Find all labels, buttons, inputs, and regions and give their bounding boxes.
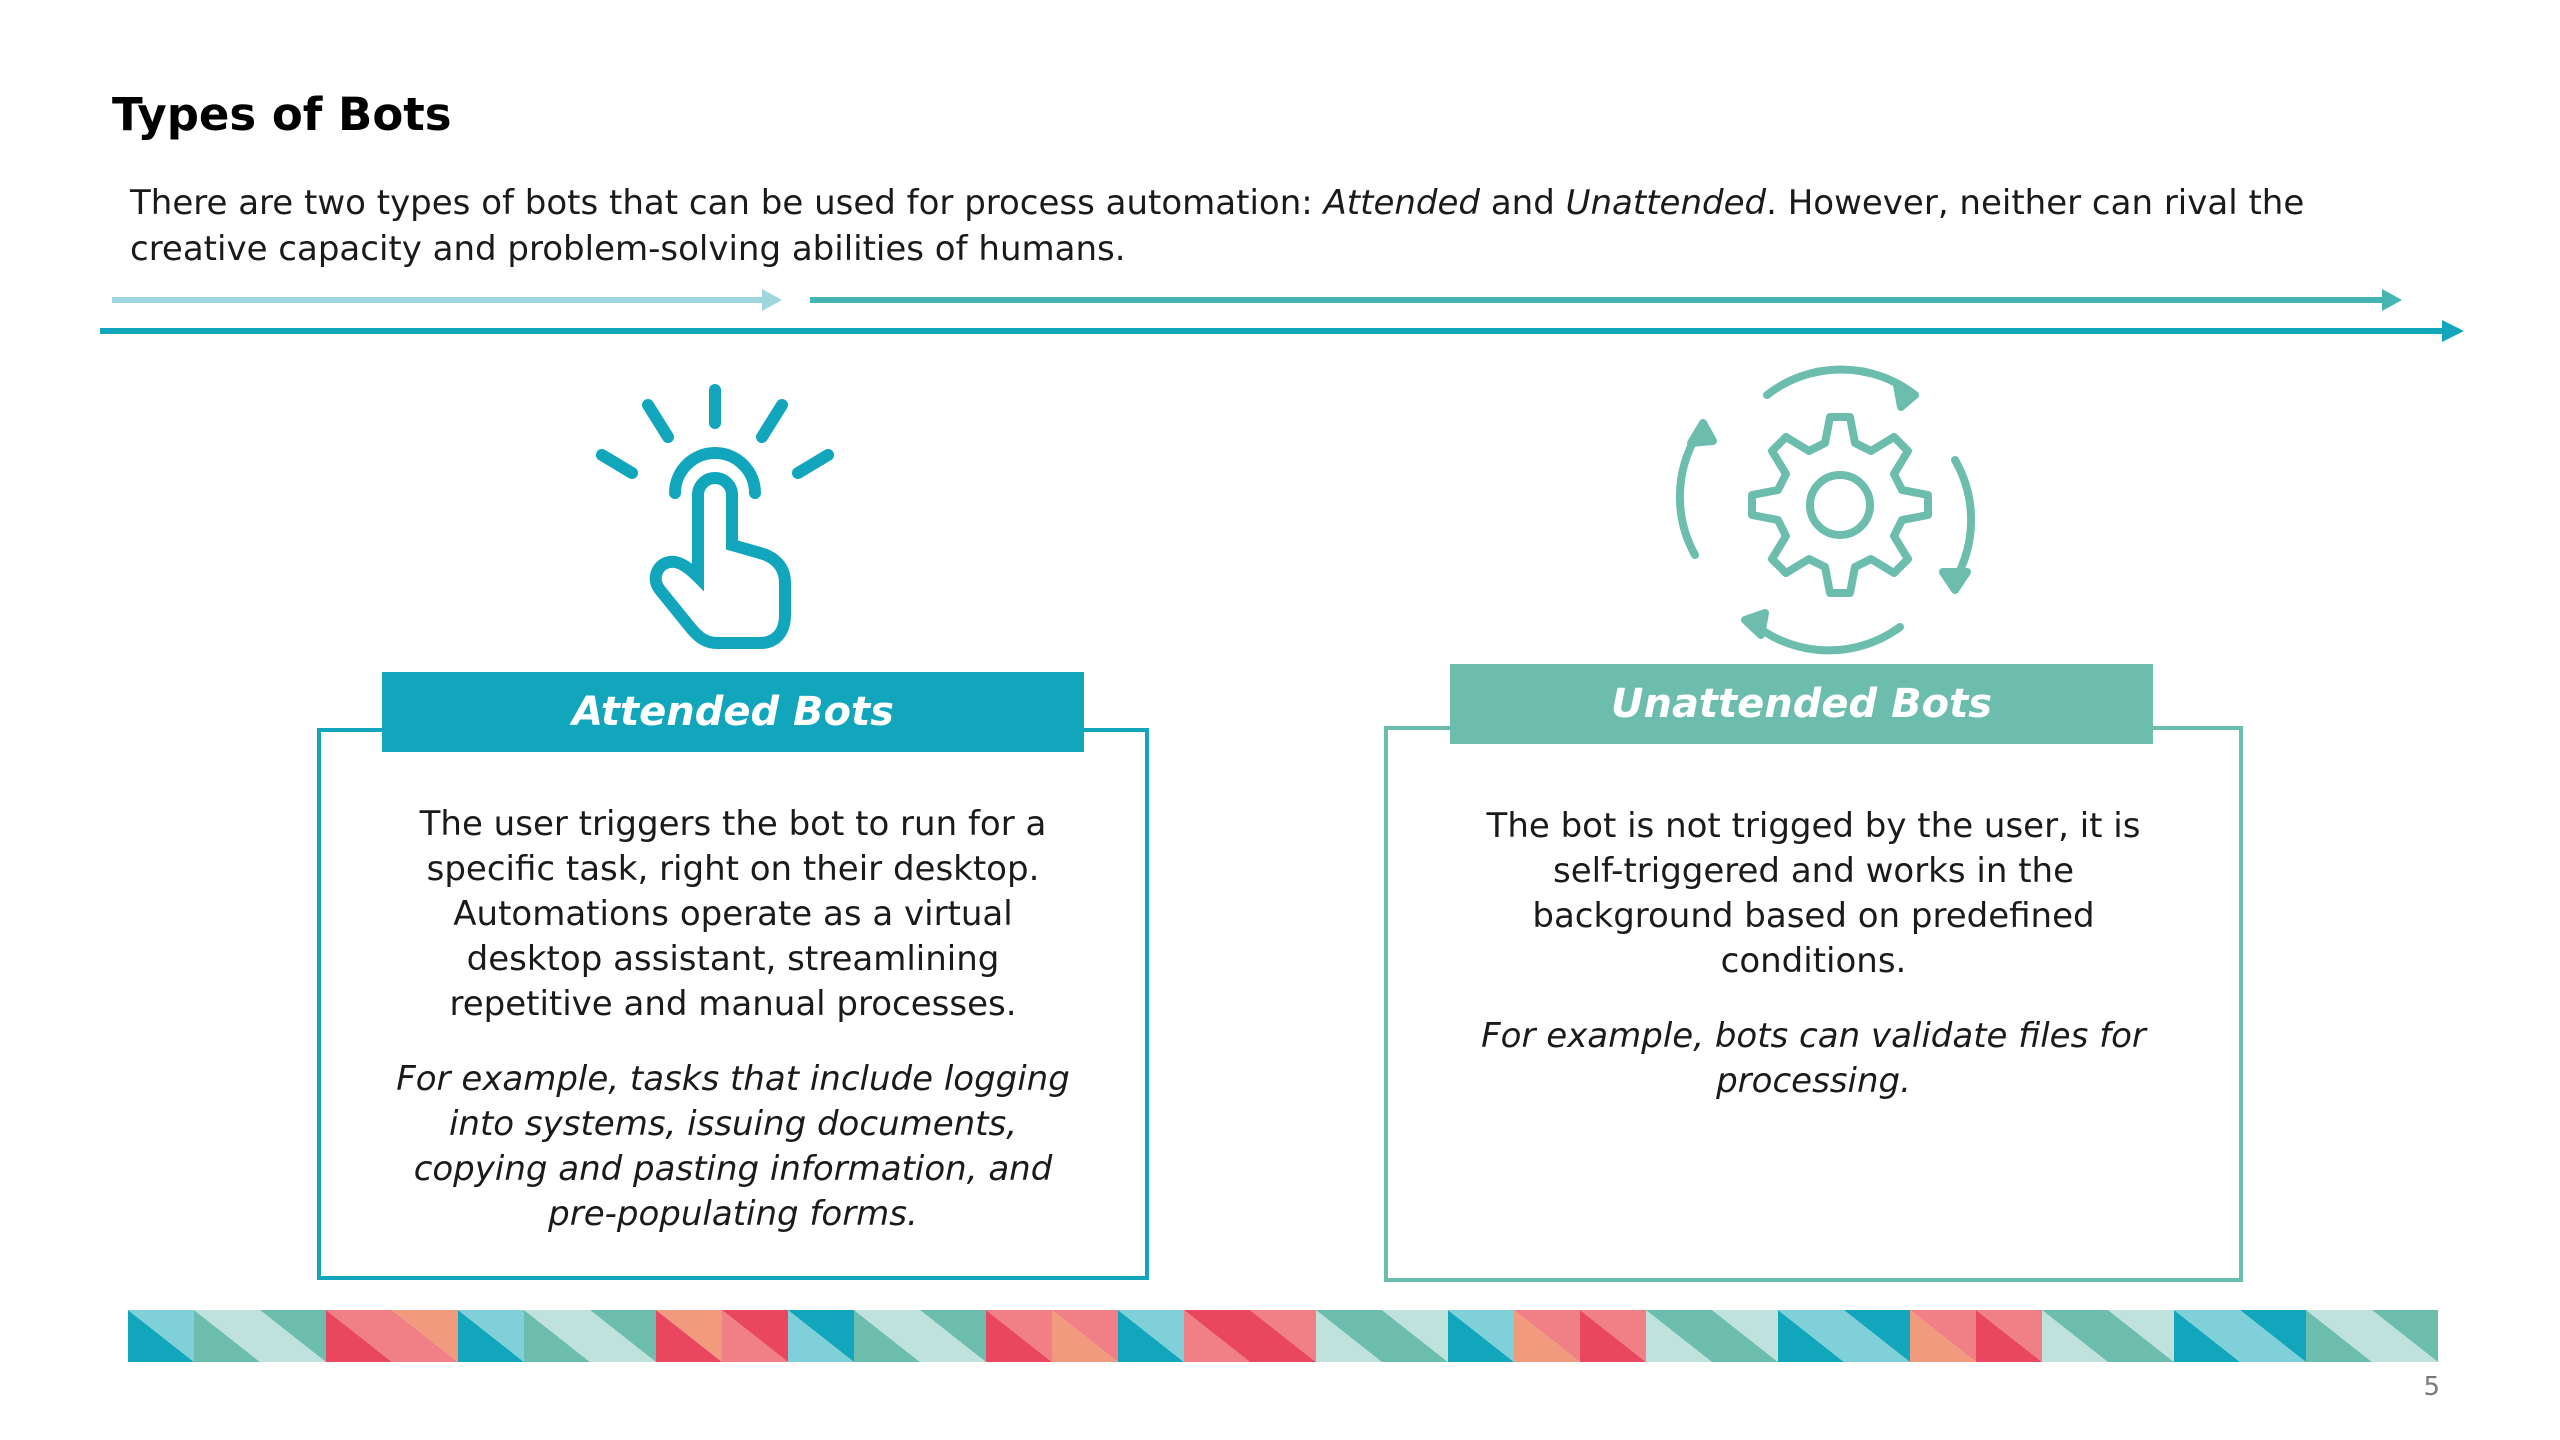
unattended-heading: Unattended Bots [1610, 681, 1992, 727]
intro-term-attended: Attended [1323, 183, 1481, 223]
attended-card-body [321, 802, 1145, 1267]
gear-cycle-icon [1675, 365, 1975, 659]
strip-tile [194, 1310, 260, 1362]
strip-tile [1712, 1310, 1778, 1362]
intro-connector: and [1480, 183, 1566, 223]
decorative-triangle-strip [128, 1310, 2468, 1362]
strip-tile [788, 1310, 854, 1362]
strip-tile [1250, 1310, 1316, 1362]
strip-tile [1382, 1310, 1448, 1362]
strip-tile [1052, 1310, 1118, 1362]
strip-tile [2108, 1310, 2174, 1362]
light-arrow [112, 289, 782, 311]
strip-tile [1580, 1310, 1646, 1362]
page-number: 5 [2423, 1372, 2440, 1402]
attended-description: The user triggers the bot to run for a specific task, right on their desktop. Automations operate as a virtual desktop assistant, streamlining repetitive and manual processes. [419, 804, 1047, 1024]
intro-text-before: There are two types of bots that can be used for process automation: [130, 183, 1324, 223]
attended-card-header [382, 672, 1084, 752]
medium-arrow [810, 289, 2402, 311]
strip-tile [2174, 1310, 2240, 1362]
strip-tile [1184, 1310, 1250, 1362]
unattended-example: For example, bots can validate files for processing. [1481, 1016, 2146, 1101]
strip-tile [458, 1310, 524, 1362]
progress-arrows [0, 0, 2560, 360]
strip-tile [2042, 1310, 2108, 1362]
unattended-card-header [1450, 664, 2153, 744]
strip-tile [2372, 1310, 2438, 1362]
strip-tile [1316, 1310, 1382, 1362]
strip-tile [1514, 1310, 1580, 1362]
strip-tile [2240, 1310, 2306, 1362]
strip-tile [1778, 1310, 1844, 1362]
strip-tile [722, 1310, 788, 1362]
attended-example: For example, tasks that include logging into systems, issuing documents, copying and pasting information, and pre-populating forms. [396, 1059, 1070, 1234]
strip-tile [128, 1310, 194, 1362]
strip-tile [2306, 1310, 2372, 1362]
intro-term-unattended: Unattended [1565, 183, 1767, 223]
intro-text-after: . However, neither can rival the creative capacity and problem-solving abilities of humans. [130, 183, 2305, 269]
attended-heading: Attended Bots [572, 689, 894, 735]
strip-tile [392, 1310, 458, 1362]
strip-tile [260, 1310, 326, 1362]
strip-tile [1976, 1310, 2042, 1362]
tap-finger-icon [590, 375, 850, 664]
main-arrow [100, 320, 2464, 342]
slide-title: Types of Bots [112, 88, 452, 141]
strip-tile [326, 1310, 392, 1362]
strip-tile [590, 1310, 656, 1362]
unattended-card [1384, 726, 2243, 1282]
strip-tile [1118, 1310, 1184, 1362]
strip-tile [986, 1310, 1052, 1362]
strip-tile [656, 1310, 722, 1362]
unattended-card-body [1388, 804, 2239, 1134]
strip-tile [1646, 1310, 1712, 1362]
unattended-description: The bot is not trigged by the user, it is self-triggered and works in the background based on predefined conditions. [1486, 806, 2141, 981]
strip-tile [1910, 1310, 1976, 1362]
strip-tile [1844, 1310, 1910, 1362]
strip-tile [524, 1310, 590, 1362]
strip-tile [854, 1310, 920, 1362]
strip-tile [1448, 1310, 1514, 1362]
attended-card [317, 728, 1149, 1280]
strip-tile [920, 1310, 986, 1362]
